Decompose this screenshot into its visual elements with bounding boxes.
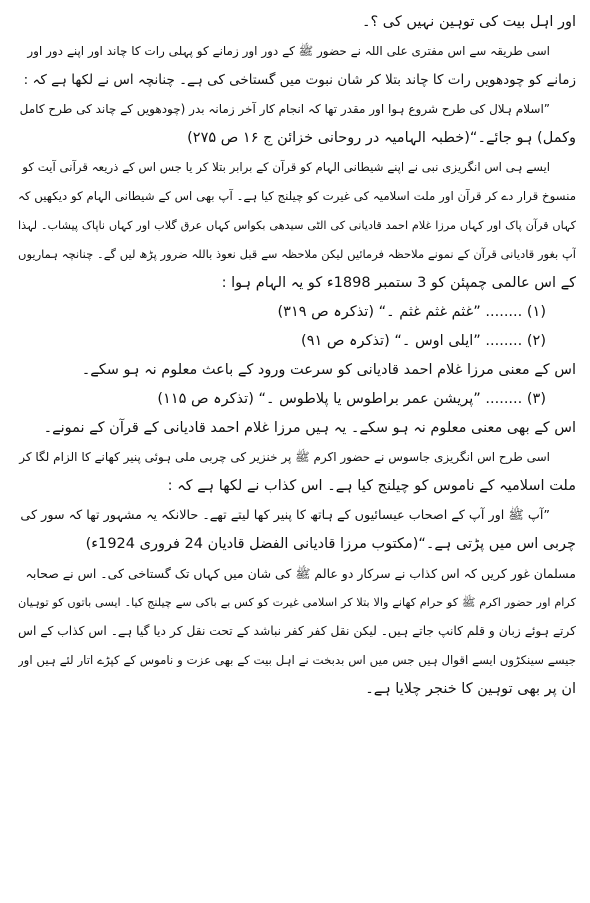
text-line: کرام اور حضور اکرم ﷺ کو حرام کھانے والا بتلا کر اسلامی غیرت کو کس بے باکی سے چیلنج کیا۔ ایسی باتوں کو توہیان (18, 596, 576, 609)
text-line: آپ بغور قادیانی قرآن کے نمونے ملاحظہ فرمائیں لیکن ملاحظہ سے قبل نعوذ باللہ ضرور پڑھ لیں گے۔ چنانچہ ہماریوں (18, 247, 576, 261)
text-line: اس کے بھی معنی معلوم نہ ہو سکے۔ یہ ہیں مرزا غلام احمد قادیانی کے قرآن کے نمونے۔ (43, 420, 576, 436)
page-body (18, 8, 576, 704)
text-line: مسلمان غور کریں کہ اس کذاب نے سرکار دو عالم ﷺ کی شان میں کہاں تک گستاخی کی۔ اس نے صحابہ (25, 566, 576, 581)
text-line: ملت اسلامیہ کے ناموس کو چیلنج کیا ہے۔ اس کذاب نے لکھا ہے کہ : (167, 478, 576, 494)
text-line: ایسے ہی اس انگریزی نبی نے اپنے شیطانی الہام کو قرآن کے برابر بتلا کر یا جس اس کے ذریعہ قرآنی آیت کو (22, 160, 550, 174)
text-line: کہاں قرآن پاک اور کہاں مرزا غلام احمد قادیانی کی الٹی سیدھی بکواس کہاں عرق گلاب اور کہاں ناپاک پیشاب۔ لہذا (18, 219, 576, 232)
quote-line: ”اسلام ہلال کی طرح شروع ہوا اور مقدر تھا کہ انجام کار آخر زمانہ بدر (چودھویں کے چاند کی طرح کامل (19, 102, 550, 116)
text-line: زمانے کو چودھویں رات کا چاند بتلا کر شان نبوت میں گستاخی کی ہے۔ چنانچہ اس نے لکھا ہے کہ : (23, 72, 576, 88)
text-line: منسوخ قرار دے کر قرآن اور ملت اسلامیہ کی غیرت کو چیلنج کیا ہے۔ آپ بھی اس کے شیطانی الہام کو دیکھیں کہ (18, 189, 576, 203)
quote-line: چربی اس میں پڑتی ہے۔“(مکتوب مرزا قادیانی الفضل قادیان 24 فروری 1924ء) (85, 536, 576, 552)
text-line: اور اہل بیت کی توہین نہیں کی ؟۔ (361, 14, 576, 30)
list-item: (۱) ........ ”غثم غثم غثم ۔“ (تذکرہ ص ۳۱۹) (277, 304, 546, 320)
text-line: کے اس عالمی چمپئن کو 3 ستمبر 1898ء کو یہ الہام ہوا : (221, 275, 576, 291)
text-line: کرتے ہوئے زبان و قلم کانپ جاتے ہیں۔ لیکن نقل کفر کفر نباشد کے تحت نقل کر دیا گیا ہے۔ اس کذاب کے اس (18, 624, 576, 638)
text-line: جیسے سینکڑوں ایسے اقوال ہیں جس میں اس بدبخت نے اہل بیت کے بھی عزت و ناموس کے کپڑے اتار لئے ہیں اور (18, 653, 576, 667)
text-line: اس کے معنی مرزا غلام احمد قادیانی کو سرعت ورود کے باعث معلوم نہ ہو سکے۔ (81, 362, 576, 378)
text-line: اسی طرح اس انگریزی جاسوس نے حضور اکرم ﷺ پر خنزیر کی چربی ملی ہوئی پنیر کھانے کا الزام لگا کر (19, 450, 550, 464)
list-item: (۳) ........ ”پریشن عمر براطوس یا پلاطوس ۔“ (تذکرہ ص ۱۱۵) (157, 391, 546, 407)
text-line: اسی طریقہ سے اس مفتری علی اللہ نے حضور ﷺ کے دور اور زمانے کو پہلی رات کا چاند اور اپنے دور اور (27, 44, 550, 58)
list-item: (۲) ........ ”ایلی اوس ۔“ (تذکرہ ص ۹۱) (301, 333, 546, 349)
quote-line: ”آپ ﷺ اور آپ کے اصحاب عیسائیوں کے ہاتھ کا پنیر کھا لیتے تھے۔ حالانکہ یہ مشہور تھا کہ سور کی (20, 508, 550, 523)
text-line: ان پر بھی توہین کا خنجر چلایا ہے۔ (365, 681, 576, 697)
quote-line: وکمل) ہو جائے۔“(خطبہ الہامیہ در روحانی خزائن ج ۱۶ ص ۲۷۵) (187, 130, 576, 146)
